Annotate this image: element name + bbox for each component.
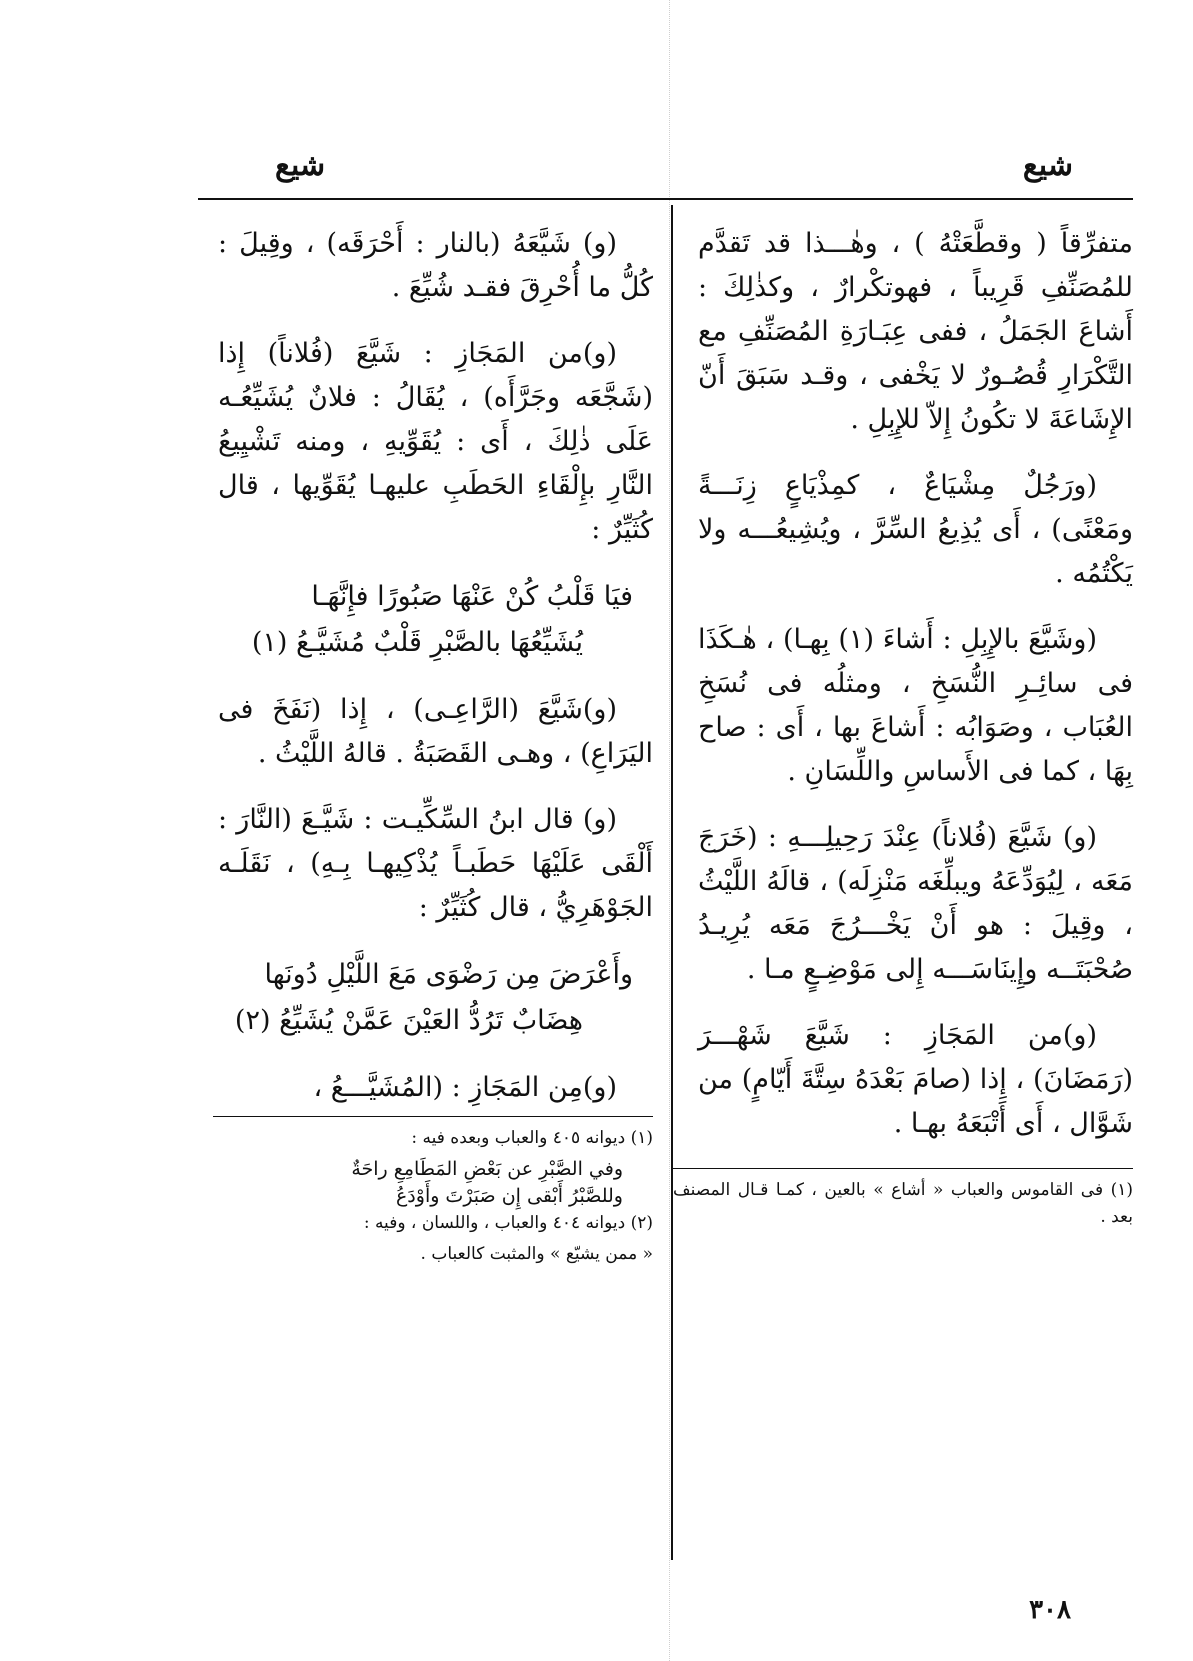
verse-line: يُشَيِّعُهَا بالصَّبْرِ قَلْبٌ مُشَيَّـعُ (١) [251,627,583,658]
verse-line: هِضَابٌ تَرُدُّ العَيْنَ عَمَّنْ يُشَيِّعُ (٢) [234,1005,583,1036]
entry-paragraph: (و) قال ابنُ السِّكِّيـت : شَيَّـعَ (النَّارَ : أَلْقَى عَلَيْهَا حَطَبـاً يُذْكِيهـا بِـهِ) ، نَقَلَـه الجَوْهَرِيُّ ، قال كُثَيِّرٌ : [218,804,653,923]
verse-block [218,574,653,666]
entry-paragraph: (و)من المَجَازِ : شَيَّعَ (فُلاناً) إِذا (شَجَّعَه وجَرَّأَه) ، يُقَالُ : فلانٌ يُشَيِّعُـه عَلَى ذٰلِكَ ، أَى : يُقَوِّيهِ ، ومنه تَشْيِيعُ النَّارِ بإِلْقَاءِ الحَطَبِ عليهـا يُقَوِّيها ، قال كُثَيِّرٌ : [218,338,653,545]
footnotes-right [673,1168,1133,1231]
verse-block [218,952,653,1044]
column-divider [671,205,673,1560]
running-head-right: شيع [1022,148,1073,183]
page-number: ٣٠٨ [1029,1595,1071,1625]
entry-paragraph: (وشَيَّعَ بالإِبِلِ : أَشاءَ (١) بِهـا) ، هٰـكَذَا فى سائِـرِ النُّسَخِ ، ومثلُه فى نُسَخِ العُبَاب ، وصَوَابُه : أَشاعَ بها ، أَى : صاح بِهَا ، كما فى الأَساسِ واللِّسَانِ . [698,624,1133,787]
right-column [673,222,1133,1235]
footnote: (١) فى القاموس والعباب « أشاع » بالعين ، كمـا قـال المصنف بعد . [673,1180,1133,1227]
left-column [218,222,653,1272]
verse-line: فيَا قَلْبُ كُنْ عَنْهَا صَبُورًا فإِنَّهَـا [311,581,633,612]
verse-line: وأَعْرَضَ مِن رَضْوَى مَعَ اللَّيْلِ دُونَها [264,959,633,990]
footnote-verse-line: وللصَّبْرُ أَبْقى إِن صَبَرْتَ وأَوْدَعُ [395,1185,623,1207]
footnotes-left [213,1116,653,1268]
entry-paragraph: متفرِّقاً ( وقطَّعَتْهُ ) ، وهٰـــذا قد تَقدَّم للمُصَنِّفِ قَرِيباً ، فهوتكْرارٌ ، وكذٰلِكَ : أَشاعَ الجَمَلُ ، ففى عِبَـارَةِ المُصَنِّفِ مع التَّكْرَارِ قُصُـورٌ لا يَخْفى ، وقـد سَبَقَ أَنّ الإِشَاعَةَ لا تكُونُ إِلاّ للإِبِلِ . [698,228,1133,435]
footnote-verse-line: وفي الصَّبْرِ عن بَعْضِ المَطَامِعِ راحَةٌ [351,1158,623,1180]
entry-paragraph: (و)شَيَّعَ (الرَّاعِـى) ، إِذا (نَفَخَ فى اليَرَاعِ) ، وهـى القَصَبَةُ . قالهُ اللَّيْثُ . [218,694,653,769]
entry-paragraph: (و) شَيَّعَهُ (بالنار : أَحْرَقَه) ، وقِيلَ : كُلُّ ما أُحْرِقَ فقـد شُيِّعَ . [218,228,653,303]
footnote: (١) ديوانه ٤٠٥ والعباب وبعده فيه : [411,1128,653,1148]
entry-paragraph: (ورَجُلٌ مِشْيَاعٌ ، كمِذْيَاعٍ زِنَـــةً ومَعْنًى) ، أَى يُذِيعُ السِّرَّ ، ويُشِيعُـــه ولا يَكْتُمُه . [698,470,1133,589]
footnote: (٢) ديوانه ٤٠٤ والعباب ، واللسان ، وفيه : [363,1213,653,1233]
entry-paragraph: (و)من المَجَازِ : شَيَّعَ شَهْـــرَ (رَمَضَانَ) ، إِذا (صامَ بَعْدَهُ سِتَّةَ أَيّامٍ) من شَوَّال ، أَى أَتْبَعَهُ بهـا . [698,1020,1133,1139]
running-head-left: شيع [275,148,326,183]
header-rule [198,198,1133,200]
footnote: « ممن يشيّع » والمثبت كالعباب . [420,1244,653,1264]
entry-paragraph: (و) شَيَّعَ (فُلاناً) عِنْدَ رَحِيلِـــهِ : (خَرَجَ مَعَه ، لِيُوَدِّعَهُ ويبلِّغَه مَنْزِلَه) ، قالَهُ اللَّيْثُ ، وقِيلَ : هو أَنْ يَخْـــرُجَ مَعَه يُرِيـدُ صُحْبَتَــه وإِينَاسَـــه إِلى مَوْضِـعٍ مـا . [698,822,1133,985]
entry-paragraph: (و)مِن المَجَازِ : (المُشَيَّـــعُ ، [313,1072,617,1103]
